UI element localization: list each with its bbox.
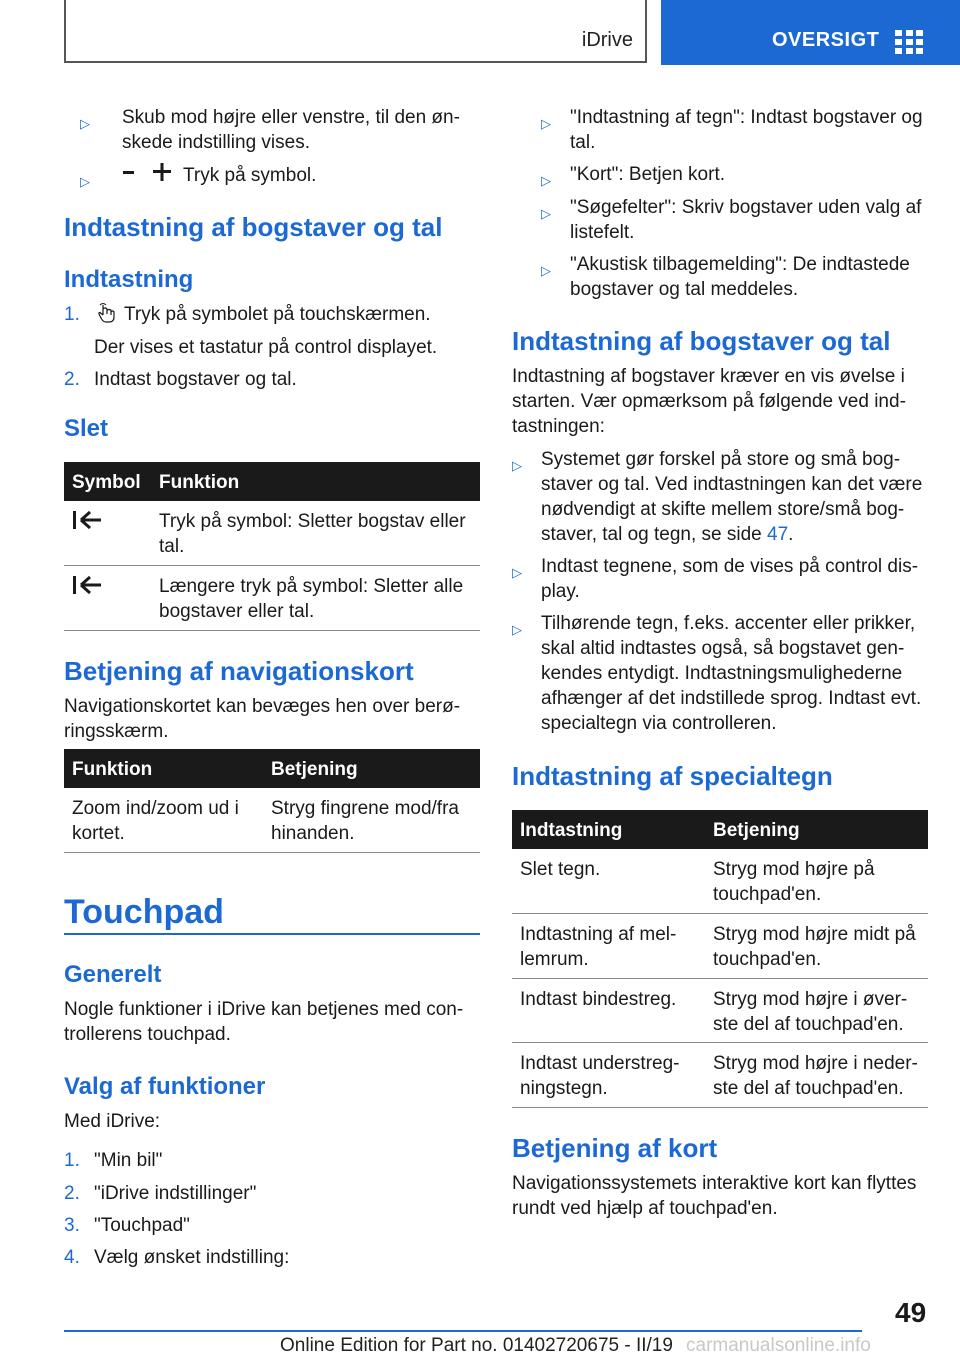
body-text: kendes entydigt. Indtastningsmulighederne — [541, 663, 903, 684]
body-text: "Akustisk tilbagemelding": De indtastede — [570, 254, 910, 275]
body-text: Der vises et tastatur på control displayet. — [94, 337, 438, 358]
bullet-marker: ▷ — [541, 173, 551, 188]
table-cell: Stryg mod højre i øver- — [713, 989, 908, 1010]
body-text: tastningen: — [512, 416, 605, 437]
body-text: Skub mod højre eller venstre, til den øn- — [122, 107, 460, 128]
body-text-fragment: . — [788, 524, 794, 545]
body-text: staver og tal. Ved indtastningen kan det være — [541, 474, 923, 495]
table-divider — [512, 1042, 928, 1043]
section-heading: Betjening af kort — [512, 1133, 718, 1163]
body-text: Nogle funktioner i iDrive kan betjenes med con- — [64, 999, 464, 1020]
delete-left-icon — [72, 509, 102, 531]
body-text: trollerens touchpad. — [64, 1024, 231, 1045]
chapter-label: OVERSIGT — [772, 29, 880, 51]
table-cell: bogstaver eller tal. — [159, 601, 315, 622]
table-header — [512, 810, 928, 849]
table-cell: Stryg fingrene mod/fra — [271, 798, 459, 819]
minus-icon — [122, 164, 136, 182]
table-divider — [64, 852, 480, 853]
table-header — [64, 462, 480, 501]
body-text — [541, 522, 793, 547]
table-cell: Stryg mod højre i neder- — [713, 1053, 918, 1074]
step-number: 4. — [64, 1247, 80, 1268]
page-link[interactable]: 47 — [767, 524, 789, 545]
table-cell: ste del af touchpad'en. — [713, 1014, 904, 1035]
watermark: carmanualsonline.info — [686, 1335, 871, 1356]
body-text: "Søgefelter": Skriv bogstaver uden valg af — [570, 197, 922, 218]
chapter-tab[interactable] — [661, 0, 960, 65]
table-cell: kortet. — [72, 823, 125, 844]
table-cell: Slet tegn. — [520, 859, 601, 880]
table-cell: Længere tryk på symbol: Sletter alle — [159, 576, 464, 597]
body-text: rundt ved hjælp af touchpad'en. — [512, 1198, 778, 1219]
body-text: Tilhørende tegn, f.eks. accenter eller prikker, — [541, 613, 916, 634]
step-number: 1. — [64, 1150, 80, 1171]
table-divider — [64, 565, 480, 566]
column-header: Indtastning — [520, 820, 623, 841]
footer-rule — [64, 1330, 862, 1332]
table-cell: Indtastning af mel- — [520, 924, 677, 945]
table-cell: lemrum. — [520, 949, 589, 970]
subsection-heading: Slet — [64, 415, 109, 442]
table-divider — [512, 1107, 928, 1108]
table-cell: Indtast bindestreg. — [520, 989, 677, 1010]
table-divider — [64, 630, 480, 631]
section-heading: Indtastning af bogstaver og tal — [512, 326, 891, 356]
header-box — [64, 0, 647, 63]
plus-icon — [152, 162, 172, 182]
subsection-heading: Indtastning — [64, 266, 194, 293]
footer-edition: Online Edition for Part no. 01402720675 - II/19 — [280, 1335, 673, 1356]
body-text: nødvendigt at skifte mellem store/små bog- — [541, 499, 905, 520]
step-number: 1. — [64, 304, 80, 325]
body-text: Navigationssystemets interaktive kort kan flyttes — [512, 1173, 917, 1194]
chapter-heading: Touchpad — [64, 893, 224, 931]
body-text: bogstaver og tal meddeles. — [570, 279, 799, 300]
column-header: Betjening — [271, 759, 358, 780]
table-cell: touchpad'en. — [713, 884, 822, 905]
table-cell: hinanden. — [271, 823, 355, 844]
table-divider — [512, 913, 928, 914]
table-cell: touchpad'en. — [713, 949, 822, 970]
table-cell: tal. — [159, 536, 185, 557]
body-text: Indtastning af bogstaver kræver en vis øvelse i — [512, 366, 905, 387]
column-header: Funktion — [72, 759, 153, 780]
body-text: listefelt. — [570, 222, 635, 243]
body-text: Systemet gør forskel på store og små bog- — [541, 449, 901, 470]
bullet-marker: ▷ — [512, 458, 522, 473]
table-cell: ste del af touchpad'en. — [713, 1078, 904, 1099]
body-text: Vælg ønsket indstilling: — [94, 1247, 290, 1268]
body-text: Tryk på symbol. — [183, 165, 317, 186]
step-number: 3. — [64, 1215, 80, 1236]
subsection-heading: Generelt — [64, 961, 162, 988]
body-text: skede indstilling vises. — [122, 132, 310, 153]
body-text: ringsskærm. — [64, 721, 169, 742]
bullet-marker: ▷ — [80, 116, 90, 131]
body-text: Indtast bogstaver og tal. — [94, 369, 297, 390]
section-heading: Indtastning af bogstaver og tal — [64, 212, 443, 242]
section-heading: Betjening af navigationskort — [64, 656, 414, 686]
step-number: 2. — [64, 369, 80, 390]
body-text: "Min bil" — [94, 1150, 163, 1171]
table-cell: Zoom ind/zoom ud i — [72, 798, 239, 819]
delete-left-icon — [72, 574, 102, 596]
body-text: Navigationskortet kan bevæges hen over berø- — [64, 696, 461, 717]
bullet-marker: ▷ — [512, 565, 522, 580]
column-header: Betjening — [713, 820, 800, 841]
bullet-marker: ▷ — [541, 116, 551, 131]
body-text: tal. — [570, 132, 596, 153]
header-section: iDrive — [581, 29, 633, 51]
section-heading: Indtastning af specialtegn — [512, 761, 833, 791]
bullet-marker: ▷ — [80, 174, 90, 189]
body-text: "Kort": Betjen kort. — [570, 164, 725, 185]
table-cell: Indtast understreg- — [520, 1053, 680, 1074]
step-number: 2. — [64, 1183, 80, 1204]
body-text: Indtast tegnene, som de vises på control dis- — [541, 556, 919, 577]
table-cell: Stryg mod højre på — [713, 859, 875, 880]
body-text: "iDrive indstillinger" — [94, 1183, 257, 1204]
column-header: Funktion — [159, 472, 240, 493]
body-text: starten. Vær opmærksom på følgende ved ind- — [512, 391, 906, 412]
touch-hand-icon — [95, 302, 117, 324]
column-header: Symbol — [72, 472, 141, 493]
table-cell: Tryk på symbol: Sletter bogstav eller — [159, 511, 466, 532]
page-number: 49 — [895, 1297, 927, 1328]
body-text: Tryk på symbolet på touchskærmen. — [124, 304, 431, 325]
body-text: afhænger af det indstillede sprog. Indtast evt. — [541, 688, 922, 709]
bullet-marker: ▷ — [512, 622, 522, 637]
body-text: specialtegn via controlleren. — [541, 713, 777, 734]
table-header — [64, 749, 480, 788]
body-text: skal altid indtastes også, så bogstavet gen- — [541, 638, 905, 659]
table-cell: ningstegn. — [520, 1078, 608, 1099]
body-text: "Indtastning af tegn": Indtast bogstaver og — [570, 107, 923, 128]
body-text: "Touchpad" — [94, 1215, 190, 1236]
bullet-marker: ▷ — [541, 263, 551, 278]
bullet-marker: ▷ — [541, 206, 551, 221]
grid-icon — [895, 30, 923, 54]
body-text: Med iDrive: — [64, 1111, 161, 1132]
table-divider — [512, 978, 928, 979]
body-text-fragment: staver, tal og tegn, se side — [541, 524, 768, 545]
heading-rule — [64, 933, 480, 935]
subsection-heading: Valg af funktioner — [64, 1073, 266, 1100]
body-text: play. — [541, 581, 580, 602]
table-cell: Stryg mod højre midt på — [713, 924, 916, 945]
